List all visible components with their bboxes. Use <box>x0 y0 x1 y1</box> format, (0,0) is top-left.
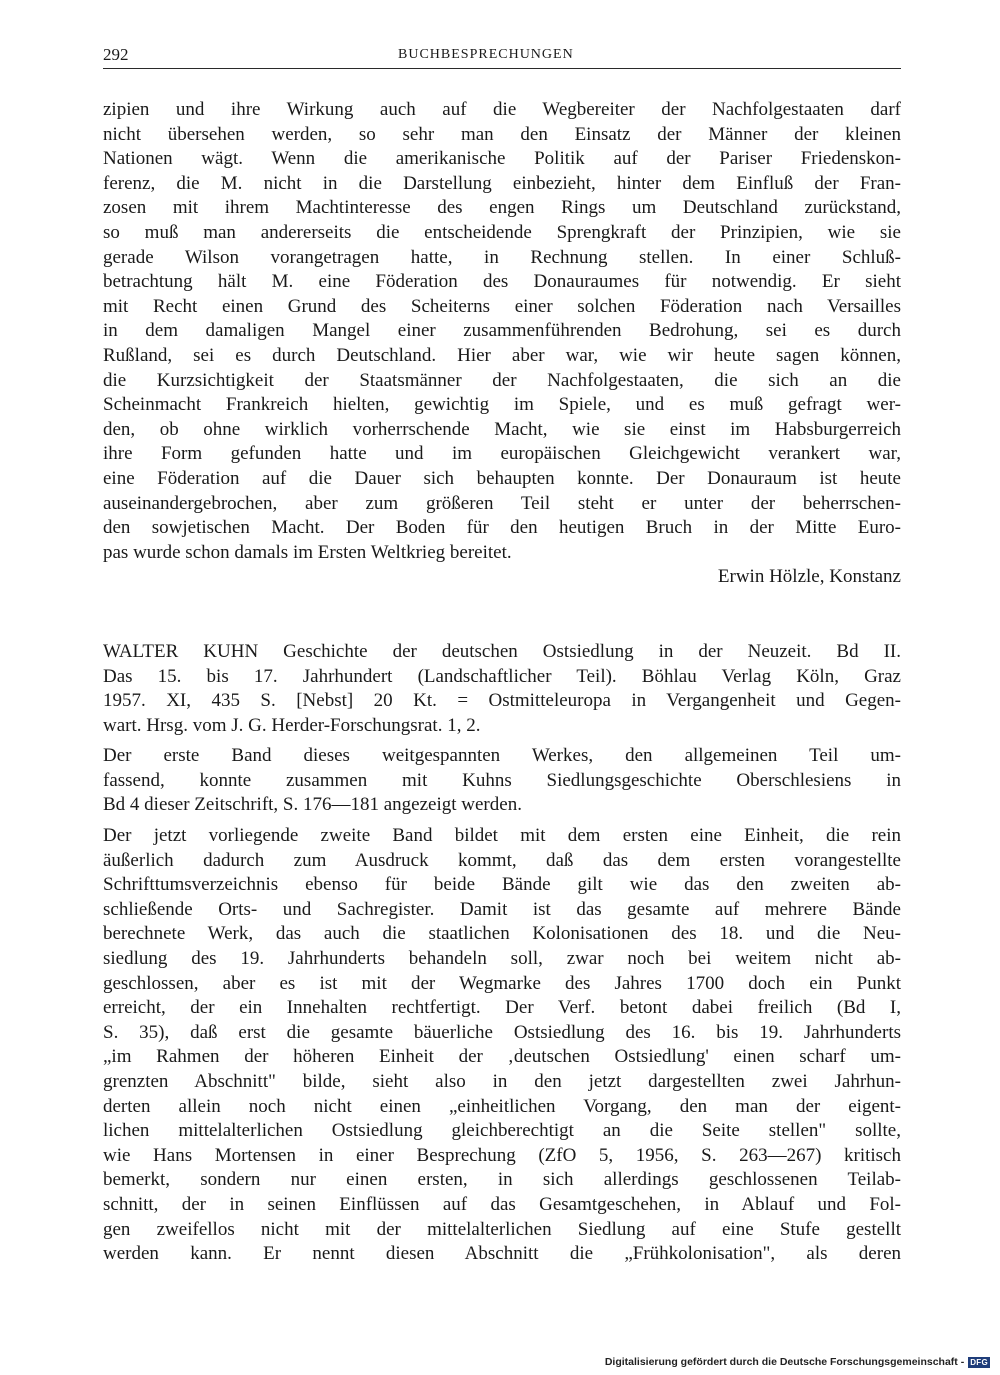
review-paragraph-2 <box>103 824 901 1267</box>
text-line: Scheinmacht Frankreich hielten, gewichtig im Spiele, und es muß gefragt wer- <box>103 394 901 416</box>
text-line: gerade Wilson vorangetragen hatte, in Rechnung stellen. In einer Schluß- <box>103 246 901 268</box>
text-line: den sowjetischen Macht. Der Boden für den heutigen Bruch in der Mitte Euro- <box>103 517 901 539</box>
running-head: BUCHBESPRECHUNGEN <box>398 47 574 62</box>
book-citation <box>103 640 901 738</box>
text-line: schnitt, der in seinen Einflüssen auf das Gesamtgeschehen, in Ablauf und Fol- <box>103 1193 901 1215</box>
text-line: geschlossen, aber es ist mit der Wegmarke des Jahres 1700 doch ein Punkt <box>103 972 901 994</box>
text-line: eine Föderation auf die Dauer sich behaupten konnte. Der Donauraum ist heute <box>103 467 901 489</box>
text-line: Der jetzt vorliegende zweite Band bildet mit dem ersten eine Einheit, die rein <box>103 825 901 846</box>
dfg-logo: DFG <box>970 1357 988 1367</box>
page-number: 292 <box>103 45 129 64</box>
citation-line: wart. Hrsg. vom J. G. Herder-Forschungsrat. 1, 2. <box>103 714 481 736</box>
text-line: lichen mittelalterlichen Ostsiedlung gleichberechtigt an die Seite stellen" sollte, <box>103 1120 901 1142</box>
review-author: Erwin Hölzle, Konstanz <box>717 566 901 588</box>
text-line: Rußland, sei es durch Deutschland. Hier aber war, wie wir heute sagen können, <box>103 344 901 366</box>
text-line: betrachtung hält M. eine Föderation des Donauraumes für notwendig. Er sieht <box>103 271 901 293</box>
review-paragraph-1 <box>103 744 901 818</box>
text-line: grenzten Abschnitt" bilde, sieht also in den jetzt dargestellten zwei Jahrhun- <box>103 1070 901 1092</box>
text-line: S. 35), daß erst die gesamte bäuerliche Ostsiedlung des 16. bis 19. Jahrhunderts <box>103 1021 901 1043</box>
text-line: in dem damaligen Mangel einer zusammenführenden Bedrohung, sei es durch <box>103 320 901 342</box>
text-line: mit Recht einen Grund des Scheiterns einer solchen Föderation nach Versailles <box>103 295 901 317</box>
text-line: berechnete Werk, das auch die staatlichen Kolonisationen des 18. und die Neu- <box>103 923 901 945</box>
citation-line: 1957. XI, 435 S. [Nebst] 20 Kt. = Ostmitteleuropa in Vergangenheit und Gegen- <box>103 690 901 712</box>
footer-text: Digitalisierung gefördert durch die Deutsche Forschungsgemeinschaft - <box>604 1356 965 1368</box>
text-line: den, ob ohne wirklich vorherrschende Macht, wie sie einst im Habsburgerreich <box>103 418 901 440</box>
text-line: fassend, konnte zusammen mit Kuhns Siedlungsgeschichte Oberschlesiens in <box>103 769 901 791</box>
text-line: so muß man andererseits die entscheidende Sprengkraft der Prinzipien, wie sie <box>103 221 901 243</box>
text-line: wie Hans Mortensen in einer Besprechung (ZfO 5, 1956, S. 263—267) kritisch <box>103 1144 901 1166</box>
text-line: erreicht, der ein Innehalten rechtfertigt. Der Verf. betont dabei freilich (Bd I, <box>103 997 901 1019</box>
text-line: zosen mit ihrem Machtinteresse des engen Rings um Deutschland zurückstand, <box>103 197 901 219</box>
text-line: äußerlich dadurch zum Ausdruck kommt, daß das dem ersten vorangestellte <box>103 849 901 871</box>
text-line: ihre Form gefunden hatte und im europäischen Gleichgewicht verankert war, <box>103 443 901 465</box>
text-line: pas wurde schon damals im Ersten Weltkrieg bereitet. <box>103 541 512 563</box>
text-line: werden kann. Er nennt diesen Abschnitt die „Frühkolonisation", als deren <box>103 1243 901 1265</box>
citation-line: WALTER KUHN Geschichte der deutschen Ostsiedlung in der Neuzeit. Bd II. <box>103 641 901 662</box>
text-line: siedlung des 19. Jahrhunderts behandeln soll, zwar noch bei weitem nicht ab- <box>103 947 901 969</box>
text-line: ferenz, die M. nicht in die Darstellung einbezieht, hinter dem Einfluß der Fran- <box>103 172 901 194</box>
text-line: bemerkt, sondern nur einen ersten, in sich allerdings geschlossenen Teilab- <box>103 1169 901 1191</box>
text-line: „im Rahmen der höheren Einheit der ‚deutschen Ostsiedlung' einen scharf um- <box>103 1046 901 1068</box>
text-line: nicht übersehen werden, so sehr man den Einsatz der Männer der kleinen <box>103 123 901 145</box>
text-line: Schrifttumsverzeichnis ebenso für beide Bände gilt wie das den zweiten ab- <box>103 874 901 896</box>
text-line: auseinandergebrochen, aber zum größeren Teil steht er unter der beherrschen- <box>103 492 901 514</box>
footer-credit <box>605 1356 990 1368</box>
text-line: zipien und ihre Wirkung auch auf die Wegbereiter der Nachfolgestaaten darf <box>103 99 901 120</box>
text-line: schließende Orts- und Sachregister. Damit ist das gesamte auf mehrere Bände <box>103 898 901 920</box>
text-line: die Kurzsichtigkeit der Staatsmänner der Nachfolgestaaten, die sich an die <box>103 369 901 391</box>
text-line: Nationen wägt. Wenn die amerikanische Politik auf der Pariser Friedenskon- <box>103 148 901 170</box>
text-line: derten allein noch nicht einen „einheitlichen Vorgang, den man der eigent- <box>103 1095 901 1117</box>
page-header <box>103 44 901 69</box>
text-line: gen zweifellos nicht mit der mittelalterlichen Siedlung auf eine Stufe gestellt <box>103 1218 901 1240</box>
text-line: Bd 4 dieser Zeitschrift, S. 176—181 angezeigt werden. <box>103 794 522 816</box>
text-line: Der erste Band dieses weitgespannten Werkes, den allgemeinen Teil um- <box>103 745 901 766</box>
citation-line: Das 15. bis 17. Jahrhundert (Landschaftlicher Teil). Böhlau Verlag Köln, Graz <box>103 665 901 687</box>
review-continuation <box>103 98 901 590</box>
